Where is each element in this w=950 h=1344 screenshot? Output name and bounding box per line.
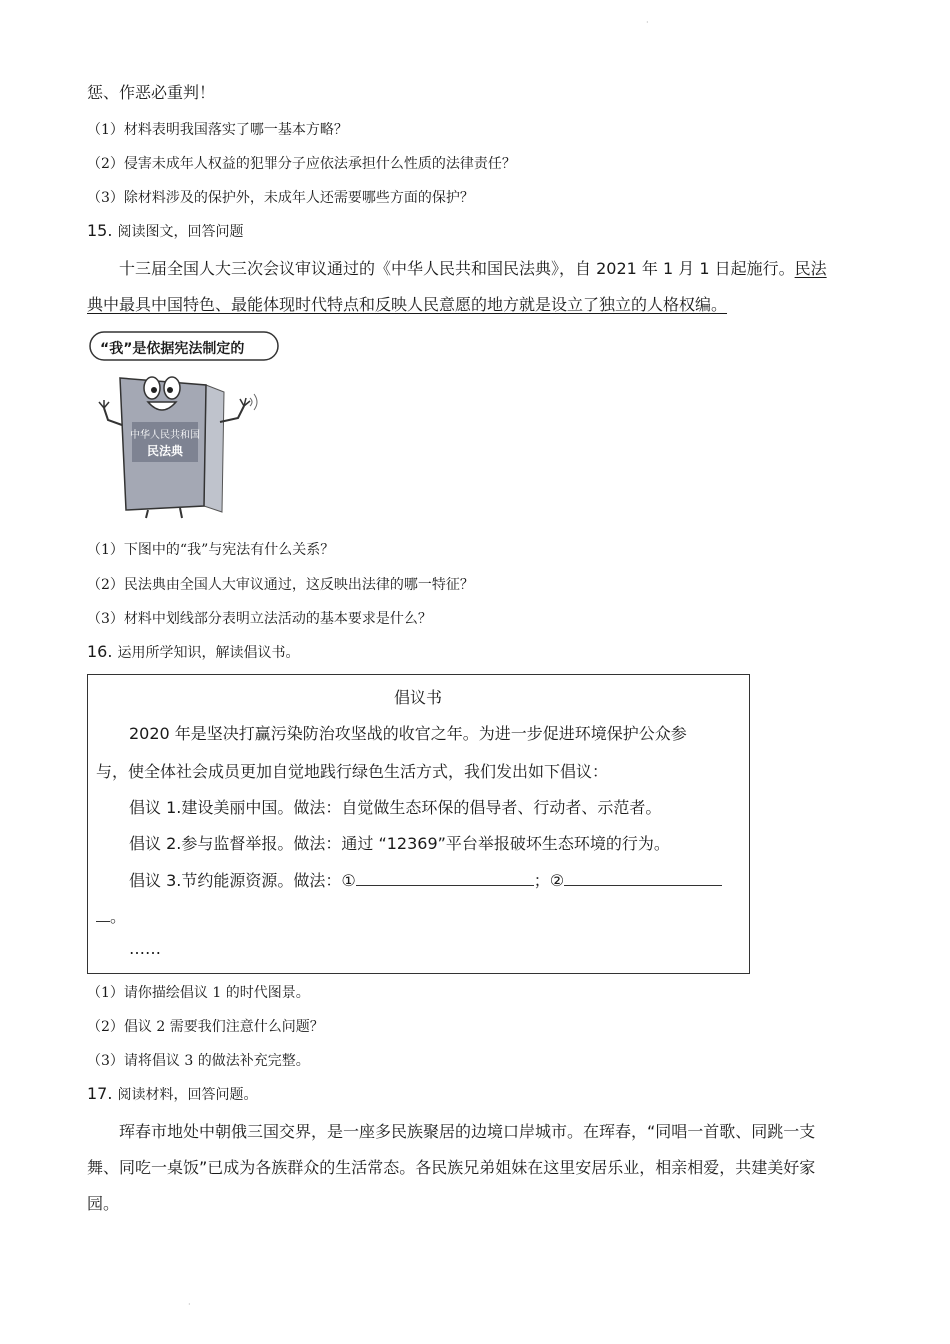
q15-underlined-start: 民法	[794, 259, 827, 278]
q15-sub1: （1）下图中的“我”与宪法有什么关系？	[87, 542, 335, 558]
q15-paragraph-line1	[119, 256, 827, 279]
book-legs	[146, 508, 182, 518]
answer-blank-2[interactable]	[564, 871, 722, 886]
proposal-item3-mid: ；②	[533, 871, 565, 890]
speech-bubble-text: “我”是依据宪法制定的	[100, 341, 245, 357]
q16-heading	[87, 642, 300, 662]
left-pupil	[151, 387, 157, 393]
q17-number: 17.	[87, 1084, 113, 1103]
motion-lines	[250, 394, 257, 410]
right-pupil	[167, 387, 173, 393]
q15-paragraph-plain: 十三届全国人大三次会议审议通过的《中华人民共和国民法典》，自 2021 年 1 月 1 日起施行。	[119, 259, 795, 278]
q16-sub3: （3）请将倡议 3 的做法补充完整。	[87, 1053, 310, 1069]
proposal-para-line1: 2020 年是坚决打赢污染防治攻坚战的收官之年。为进一步促进环境保护公众参	[129, 724, 687, 743]
proposal-item2: 倡议 2.参与监督举报。做法：通过 “12369”平台举报破坏生态环境的行为。	[129, 834, 670, 853]
corner-dot-top: ·	[646, 18, 649, 27]
q15-sub3: （3）材料中划线部分表明立法活动的基本要求是什么？	[87, 611, 432, 627]
q14-sub3: （3）除材料涉及的保护外，未成年人还需要哪些方面的保护？	[87, 190, 474, 206]
q14-continuation: 惩、作恶必重判！	[87, 83, 216, 102]
q17-paragraph-line3: 园。	[87, 1194, 120, 1213]
left-hand	[99, 400, 109, 408]
corner-dot-bottom: ·	[188, 1300, 191, 1309]
book-title-line2: 民法典	[146, 444, 184, 458]
proposal-item1: 倡议 1.建设美丽中国。做法：自觉做生态环保的倡导者、行动者、示范者。	[129, 798, 662, 817]
book-pages	[204, 385, 224, 512]
proposal-ellipsis: ……	[129, 939, 161, 958]
q17-paragraph-line2: 舞、同吃一桌饭”已成为各族群众的生活常态。各民族兄弟姐妹在这里安居乐业，相亲相爱，共建美好家	[87, 1158, 816, 1177]
proposal-item3-prefix: 倡议 3.节约能源资源。做法：①	[129, 871, 356, 890]
proposal-title: 倡议书	[393, 688, 442, 707]
q16-number: 16.	[87, 642, 113, 661]
q14-sub1: （1）材料表明我国落实了哪一基本方略？	[87, 122, 348, 138]
proposal-box	[87, 674, 750, 974]
proposal-item3-end	[96, 904, 126, 927]
q14-sub2: （2）侵害未成年人权益的犯罪分子应依法承担什么性质的法律责任？	[87, 156, 516, 172]
proposal-para-line2: 与，使全体社会成员更加自觉地践行绿色生活方式，我们发出如下倡议：	[96, 762, 609, 781]
q15-number: 15.	[87, 221, 113, 240]
q15-heading	[87, 221, 244, 241]
q17-paragraph-line1: 珲春市地处中朝俄三国交界，是一座多民族聚居的边境口岸城市。在珲春，“同唱一首歌、同跳一支	[119, 1122, 816, 1141]
book-title-line1: 中华人民共和国	[130, 430, 200, 441]
q15-prompt: 阅读图文，回答问题	[117, 224, 244, 240]
civil-code-illustration	[88, 330, 288, 520]
q16-sub1: （1）请你描绘倡议 1 的时代图景。	[87, 985, 310, 1001]
civil-code-cartoon	[88, 330, 288, 520]
q17-heading	[87, 1084, 258, 1104]
answer-blank-1[interactable]	[356, 871, 534, 886]
left-arm	[104, 408, 122, 425]
right-hand	[240, 398, 250, 406]
answer-blank-2-continued[interactable]	[96, 907, 110, 922]
proposal-item3	[129, 868, 722, 891]
q15-paragraph-line2: 典中最具中国特色、最能体现时代特点和反映人民意愿的地方就是设立了独立的人格权编。	[87, 295, 728, 314]
q15-sub2: （2）民法典由全国人大审议通过，这反映出法律的哪一特征？	[87, 577, 474, 593]
q16-prompt: 运用所学知识，解读倡议书。	[117, 645, 300, 661]
q17-prompt: 阅读材料，回答问题。	[117, 1087, 258, 1103]
q16-sub2: （2）倡议 2 需要我们注意什么问题？	[87, 1019, 324, 1035]
proposal-item3-end-text: 。	[110, 907, 127, 926]
